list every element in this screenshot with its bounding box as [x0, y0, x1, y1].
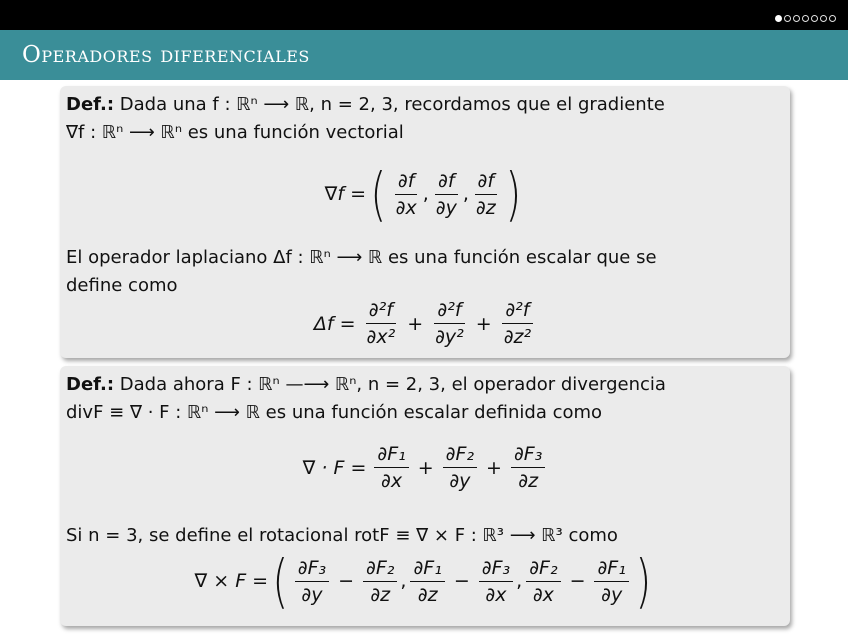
- fraction: $\frac{\text{∂F₁}}{\partial z}$: [410, 556, 444, 607]
- definition-line: [66, 93, 780, 117]
- definition-label: Def.:: [66, 374, 115, 395]
- nav-dot[interactable]: [802, 15, 809, 22]
- curl-equation: ∇ × F = ( $\frac{\text{∂F₃}}{\partial y}$ − $\frac{\text{∂F₂}}{\partial z}$ , $\frac{\text{∂F₁}}{\partial z}$ − $\frac{\text{∂F₃}}{\partial x}$ , $\frac{\text{∂F₂}}{\partial x}$ − $\frac{\text{∂F₁}}{\partial y}$ ): [194, 547, 652, 615]
- right-paren: ): [635, 547, 652, 615]
- gradient-equation: ∇f = ( $\frac{\partial f}{\partial x}$ , $\frac{\partial f}{\partial y}$ , $\frac{\partial f}{\partial z}$ ): [324, 160, 521, 228]
- nav-dot[interactable]: [784, 15, 791, 22]
- laplacian-equation: Δf = $\frac{\text{∂²f}}{\text{∂x²}}$ + $\frac{\text{∂²f}}{\text{∂y²}}$ + $\frac{\text{∂²f}}{\text{∂z²}}$: [60, 298, 790, 349]
- nav-dot[interactable]: [811, 15, 818, 22]
- definition-text: divF ≡ ∇ · F : ℝⁿ ⟶ ℝ es una función escalar definida como: [66, 402, 603, 423]
- fraction: $\frac{\text{∂²f}}{\text{∂x²}}$: [366, 299, 396, 348]
- slide-title: Operadores diferenciales: [22, 42, 310, 68]
- definition-text: ∇f : ℝⁿ ⟶ ℝⁿ es una función vectorial: [66, 122, 404, 143]
- definition-text: define como: [66, 275, 178, 296]
- definition-line: [66, 373, 780, 397]
- fraction: $\frac{\text{∂F₂}}{\partial z}$: [363, 556, 397, 607]
- fraction: $\frac{\text{∂²f}}{\text{∂z²}}$: [503, 299, 532, 348]
- top-navigation-bar: [0, 0, 848, 30]
- fraction: $\frac{\text{∂²f}}{\text{∂y²}}$: [435, 299, 464, 348]
- nav-dot-current[interactable]: [775, 15, 782, 22]
- fraction: $\frac{\text{∂F₁}}{\partial x}$: [374, 442, 408, 493]
- equation-lhs: ∇f =: [324, 183, 366, 205]
- fraction: $\frac{\text{∂F₁}}{\partial y}$: [594, 556, 628, 607]
- divergence-equation: ∇ · F = $\frac{\text{∂F₁}}{\partial x}$ + $\frac{\text{∂F₂}}{\partial y}$ + $\frac{\text{∂F₃}}{\partial z}$: [60, 442, 790, 493]
- definition-block-divergence-curl: [60, 366, 790, 626]
- definition-label: Def.:: [66, 94, 115, 115]
- definition-text: El operador laplaciano Δf : ℝⁿ ⟶ ℝ es una función escalar que se: [66, 247, 657, 268]
- definition-block-gradient-laplacian: [60, 86, 790, 358]
- slide-title-bar: [0, 30, 848, 80]
- fraction: $\frac{\text{∂F₃}}{\partial y}$: [295, 556, 329, 607]
- definition-text: Si n = 3, se define el rotacional rotF ≡ ∇ × F : ℝ³ ⟶ ℝ³ como: [66, 525, 618, 546]
- equation-lhs: ∇ × F =: [194, 570, 269, 592]
- fraction: $\frac{\partial f}{\partial x}$: [395, 169, 417, 219]
- fraction: $\frac{\text{∂F₂}}{\partial x}$: [526, 556, 560, 607]
- fraction: $\frac{\text{∂F₂}}{\partial y}$: [443, 442, 477, 493]
- slide-navigation-dots[interactable]: [775, 14, 836, 22]
- equation-lhs: ∇ · F =: [302, 456, 367, 479]
- nav-dot[interactable]: [820, 15, 827, 22]
- right-paren: ): [505, 160, 521, 228]
- definition-text: Dada una f : ℝⁿ ⟶ ℝ, n = 2, 3, recordamos que el gradiente: [114, 94, 665, 115]
- equation-lhs: Δf =: [313, 312, 356, 335]
- left-paren: (: [272, 547, 289, 615]
- fraction: $\frac{\partial f}{\partial y}$: [435, 169, 457, 219]
- fraction: $\frac{\text{∂F₃}}{\partial z}$: [511, 442, 545, 493]
- nav-dot[interactable]: [829, 15, 836, 22]
- left-paren: (: [370, 160, 387, 228]
- definition-text: Dada ahora F : ℝⁿ —⟶ ℝⁿ, n = 2, 3, el operador divergencia: [114, 374, 666, 395]
- fraction: $\frac{\partial f}{\partial z}$: [475, 169, 496, 219]
- fraction: $\frac{\text{∂F₃}}{\partial x}$: [479, 556, 513, 607]
- nav-dot[interactable]: [793, 15, 800, 22]
